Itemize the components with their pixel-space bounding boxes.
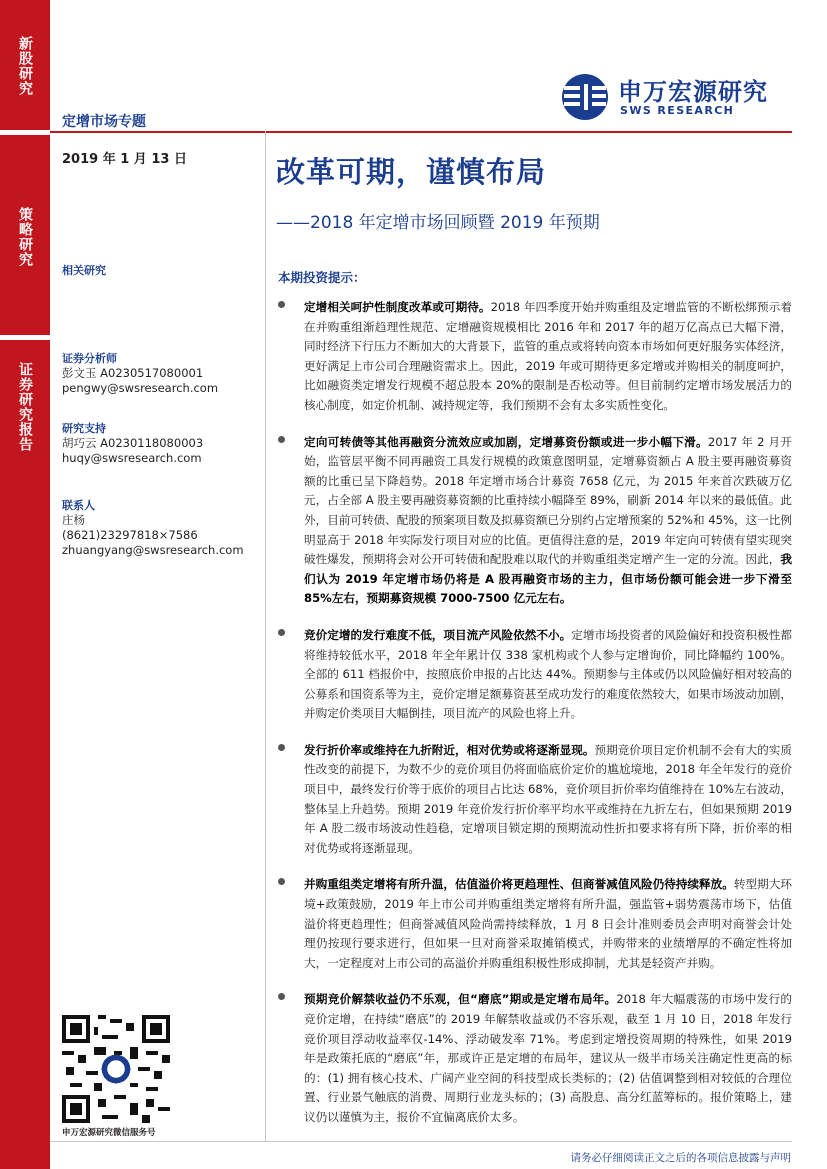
bullet-dot-icon <box>278 993 285 1000</box>
bullet-dot-icon <box>278 436 285 443</box>
bullet-body: 转型期大环境+政策鼓励，2019 年上市公司并购重组类定增将有所升温，强监管+弱势震荡市场下，估值溢价将更趋理性；但商誉减值风险尚需持续释放，1 月 8 日会计准则委员会声明对商誉会计处理仍按现行要求进行，但如果一旦对商誉采取摊销模式，并购带来的业绩增厚的不确定性将加大，一定程度对上市公司的高溢价并购重组积极性形成抑制，尤其是轻资产并购。 <box>304 877 792 970</box>
bullet-lead: 发行折价率或维持在九折附近，相对优势或将逐渐显现。 <box>304 742 595 757</box>
qr-caption: 申万宏源研究微信服务号 <box>62 1128 156 1138</box>
bullet-paragraph <box>304 298 792 416</box>
bullet-lead: 定向可转债等其他再融资分流效应或加剧，定增募资份额或进一步小幅下滑。 <box>304 434 708 449</box>
investment-points <box>276 298 792 1145</box>
bullet-dot-icon <box>278 301 285 308</box>
list-item <box>276 990 792 1127</box>
bullet-conclusion: 我们认为 2019 年定增市场仍将是 A 股再融资市场的主力，但市场份额可能会进一步下滑至 85%左右，预期募资规模 7000-7500 亿元左右。 <box>304 552 792 606</box>
bullet-body: 2018 年大幅震荡的市场中发行的竞价定增，在持续“磨底”的 2019 年解禁收益或仍不容乐观，截至 1 月 10 日，2018 年发行竞价项目浮动收益率仅-14%、浮动破发率 71%。考虑到定增投资周期的特殊性，如果 2019 年是政策托底的“磨底”年，那或许正是定增的布局年，建议从一级半市场关注确定性更高的标的：(1) 拥有核心技术、广阔产业空间的科技型成长类标的；(2) 估值调整到相对较低的合理位置、行业景气触底的消费、周期行业龙头标的；(3) 高股息、高分红蓝筹标的。报价策略上，建议仍以谨慎为主，报价不宜偏离底价太多。 <box>304 992 792 1124</box>
related-research-section <box>62 262 262 278</box>
bullet-body: 定增市场投资者的风险偏好和投资积极性都将维持较低水平，2018 年全年累计仅 338 家机构或个人参与定增询价，同比降幅约 100%。全部的 611 档报价中，按照底价申报的占比达 44%。预期参与主体或仍以风险偏好相对较高的公募系和国资系等为主，竞价定增足额募资甚至成功发行的难度依然较大，如果市场波动加剧，并购定价类项目大幅倒挂，项目流产的风险也将上升。 <box>304 627 792 721</box>
bullet-body: 2017 年 2 月开始，监管层平衡不同再融资工具发行规模的政策意图明显，定增募资额占 A 股主要再融资募资额的比重已呈下降趋势。2018 年定增市场合计募资 7658 亿元，为 2015 年来首次跌破万亿元，占全部 A 股主要再融资募资额的比重持续小幅降至 89%，刷新 2014 年以来的最低值。此外，目前可转债、配股的预案项目数及拟募资额已分别约占定增预案的 52%和 45%，这一比例明显高于 2018 年实际发行项目对应的比值。更值得注意的是，2019 年定向可转债有望实现突破性爆发，预期将会对公开可转债和配股难以取代的并购重组类定增产生一定的分流。因此， <box>304 434 792 567</box>
column-divider <box>265 131 266 1141</box>
contact-phone: (8621)23297818×7586 <box>62 528 198 542</box>
report-topic: 定增市场专题 <box>62 114 146 130</box>
sws-logo <box>560 72 790 122</box>
bullet-body: 预期竞价项目定价机制不会有大的实质性改变的前提下，为数不少的竞价项目仍将面临底价定价的尴尬境地，2018 年全年发行的竞价项目中，最终发行价等于底价的项目占比达 68%，竞价项目折价率均值维持在 10%左右波动，整体呈上升趋势。预期 2019 年竞价发行折价率平均水平或维持在九折左右，但如果预期 2019 年 A 股二级市场波动性趋稳，定增项目锁定期的预期流动性折扣要求将有所下降，折价率的相对优势或将逐渐显现。 <box>304 742 792 855</box>
list-item <box>276 741 792 859</box>
research-support-heading: 研究支持 <box>62 422 106 435</box>
analyst-name: 彭文玉 A0230517080001 <box>62 366 204 380</box>
list-item <box>276 298 792 416</box>
side-tag-securities-report <box>0 340 50 1169</box>
sws-logo-icon <box>560 72 612 122</box>
research-support-section <box>62 420 262 466</box>
bullet-lead: 并购重组类定增将有所升温，估值溢价将更趋理性、但商誉减值风险仍待持续释放。 <box>304 877 734 892</box>
side-strip <box>0 0 50 1169</box>
footer-divider <box>50 1141 792 1142</box>
bullet-dot-icon <box>278 878 285 885</box>
contact-section <box>62 497 262 558</box>
list-item <box>276 626 792 724</box>
bullet-body: 2018 年四季度开始并购重组及定增监管的不断松绑预示着在并购重组渐趋理性规范、定增融资规模相比 2016 年和 2017 年的超万亿高点已大幅下滑，同时经济下行压力不断加大的大背景下，监管的重点或将转向资本市场如何更好服务实体经济，更好满足上市公司合理融资需求上。因此，2019 年或可期待更多定增或并购相关的制度呵护，比如融资类定增发行规模不超总股本 20%的限制是否松动等。但目前制约定增市场发展活力的核心制度，如定价机制、减持规定等，我们预期不会有太多实质性变化。 <box>304 300 792 412</box>
header-divider <box>50 131 792 133</box>
analyst-heading: 证券分析师 <box>62 352 117 365</box>
contact-email[interactable]: zhuangyang@swsresearch.com <box>62 543 244 557</box>
bullet-paragraph <box>304 990 792 1127</box>
contact-name: 庄杨 <box>62 513 85 527</box>
list-item <box>276 875 792 973</box>
report-date: 2019 年 1 月 13 日 <box>62 152 187 167</box>
investment-summary-heading: 本期投资提示： <box>278 270 366 285</box>
side-tag-new-stock <box>0 0 50 130</box>
contact-heading: 联系人 <box>62 499 95 512</box>
bullet-paragraph <box>304 875 792 973</box>
bullet-paragraph <box>304 626 792 724</box>
related-research-heading: 相关研究 <box>62 264 106 277</box>
bullet-dot-icon <box>278 629 285 636</box>
report-title: 改革可期，谨慎布局 <box>276 155 547 189</box>
support-email[interactable]: huqy@swsresearch.com <box>62 451 202 465</box>
logo-chinese-name: 申万宏源研究 <box>618 78 768 106</box>
report-subtitle: ——2018 年定增市场回顾暨 2019 年预期 <box>276 213 600 233</box>
side-tag-strategy <box>0 135 50 335</box>
wechat-qr-code <box>62 1015 170 1123</box>
bullet-lead: 预期竞价解禁收益仍不乐观，但“磨底”期或是定增布局年。 <box>304 992 617 1007</box>
bullet-paragraph <box>304 741 792 859</box>
disclaimer-footer: 请务必仔细阅读正文之后的各项信息披露与声明 <box>570 1152 791 1164</box>
analyst-section <box>62 350 262 396</box>
bullet-lead: 定增相关呵护性制度改革或可期待。 <box>304 300 491 314</box>
bullet-paragraph <box>304 433 792 609</box>
logo-english-name: SWS RESEARCH <box>620 104 735 117</box>
side-tag-strategy-label: 策略研究 <box>17 207 33 267</box>
bullet-lead: 竞价定增的发行难度不低，项目流产风险依然不小。 <box>304 627 572 642</box>
list-item <box>276 433 792 609</box>
bullet-dot-icon <box>278 744 285 751</box>
side-tag-securities-report-label: 证券研究报告 <box>17 362 33 452</box>
side-tag-new-stock-label: 新股研究 <box>17 36 33 96</box>
support-name: 胡巧云 A0230118080003 <box>62 436 204 450</box>
analyst-email[interactable]: pengwy@swsresearch.com <box>62 381 219 395</box>
